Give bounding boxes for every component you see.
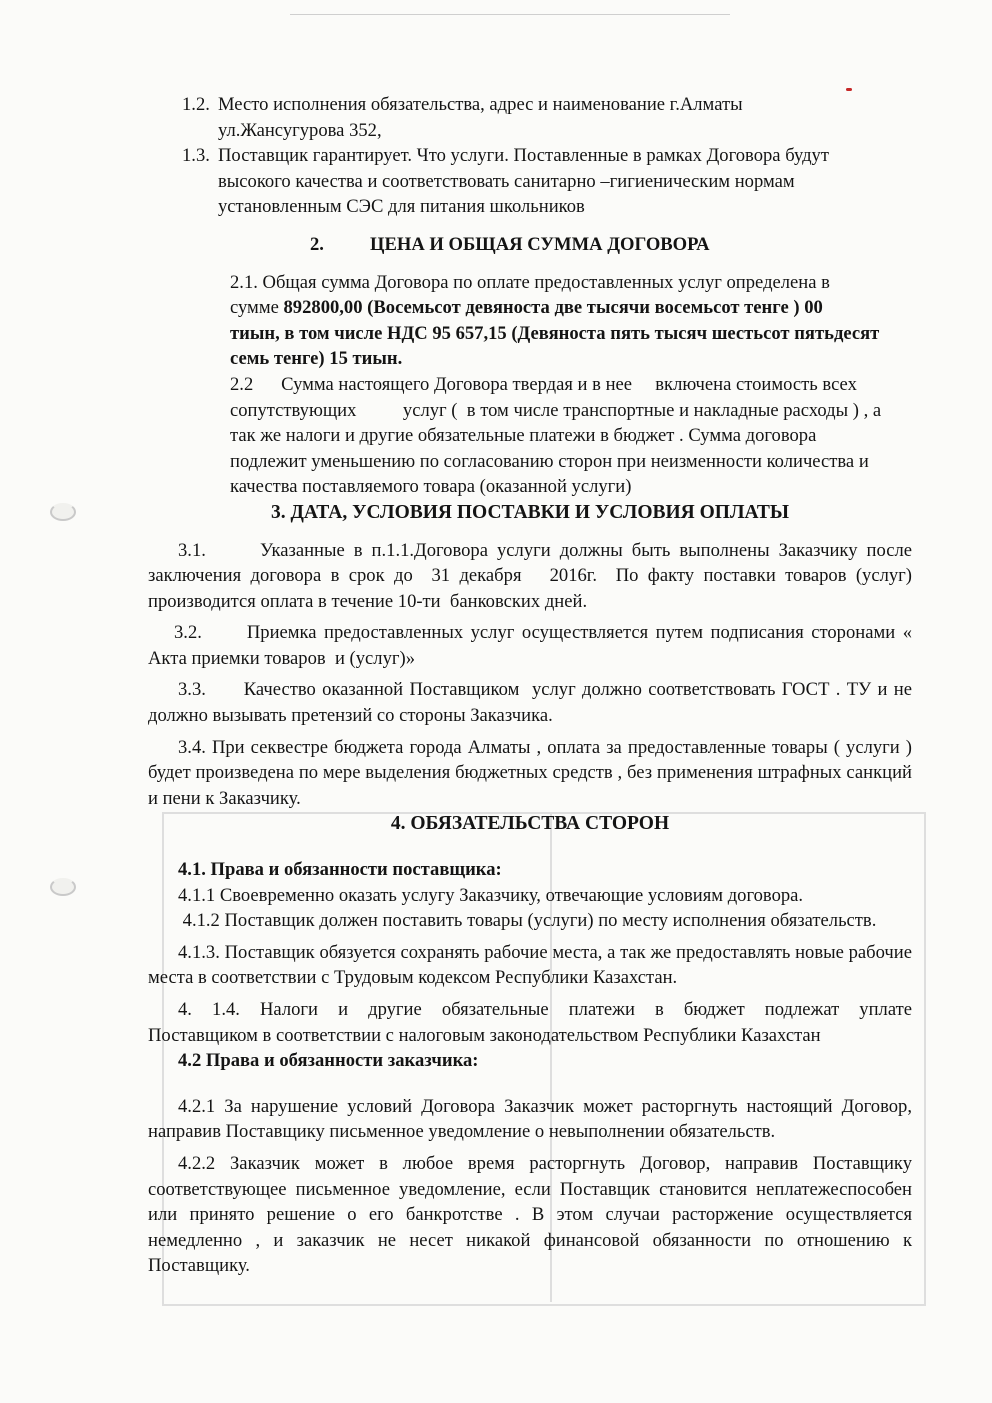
- clause-4-1-4: 4. 1.4. Налоги и другие обязательные платежи в бюджет подлежат уплате Поставщиком в соответствии с налоговым законодательством Республики Казахстан: [148, 999, 917, 1046]
- scan-top-line: [290, 14, 730, 15]
- contract-text: [148, 92, 917, 1279]
- punch-hole-top: [50, 503, 76, 521]
- section-3-heading: 3. ДАТА, УСЛОВИЯ ПОСТАВКИ И УСЛОВИЯ ОПЛАТЫ: [270, 501, 790, 523]
- clause-1-3-line-3: установленным СЭС для питания школьников: [218, 196, 585, 218]
- section-2-heading: 2. ЦЕНА И ОБЩАЯ СУММА ДОГОВОРА: [310, 233, 710, 255]
- clause-1-2-line-1: Место исполнения обязательства, адрес и наименование г.Алматы: [218, 94, 743, 115]
- clause-1-3-line-2: высокого качества и соответствовать санитарно –гигиеническим нормам: [218, 170, 795, 192]
- clause-3-4: 3.4. При секвестре бюджета города Алматы , оплата за предоставленные товары ( услуги ) будет произведена по мере выделения бюджетных средств , без применения штрафных санкций и пени к Заказчику.: [148, 736, 912, 809]
- clause-3-3: 3.3. Качество оказанной Поставщиком услуг должно соответствовать ГОСТ . ТУ и не должно вызывать претензий со стороны Заказчика.: [148, 679, 917, 727]
- clause-3-2: 3.2. Приемка предоставленных услуг осуществляется путем подписания сторонами « Акта приемки товаров и (услуг)»: [148, 622, 917, 669]
- clause-4-1-1: 4.1.1 Своевременно оказать услугу Заказчику, отвечающие условиям договора.: [178, 884, 804, 906]
- clause-4-2-heading: 4.2 Права и обязанности заказчика:: [178, 1050, 479, 1072]
- clause-4-2-2: 4.2.2 Заказчик может в любое время расторгнуть Договор, направив Поставщику соответствующее письменное уведомление, если Поставщик становится неплатежеспособен или принято решение о его банкротстве . В этом случаи расторжение осуществляется немедленно , и заказчик не несет никакой финансовой обязанности по отношению к Поставщику.: [148, 1152, 912, 1277]
- clause-4-1-3: 4.1.3. Поставщик обязуется сохранять рабочие места, а так же предоставлять новые рабочие места в соответствии с Трудовым кодексом Республики Казахстан.: [148, 941, 912, 989]
- clause-1-2: 1.2. Место исполнения обязательства, адрес и наименование г.Алматы ул.Жансугурова 352,: [148, 92, 912, 143]
- clause-1-3-line-1: Поставщик гарантирует. Что услуги. Поставленные в рамках Договора будут: [218, 145, 829, 167]
- clause-2-2: 2.2 Сумма настоящего Договора твердая и в нее включена стоимость всех сопутствующих услуг ( в том числе транспортные и накладные расходы ) , а так же налоги и другие обязательные платежи в бюджет . Сумма договора подлежит уменьшению по согласованию сторон при неизменности количества и качества поставляемого товара (оказанной услуги): [230, 373, 882, 498]
- clause-3-1: 3.1. Указанные в п.1.1.Договора услуги должны быть выполнены Заказчику после заключения договора в срок до 31 декабря 2016г. По факту поставки товаров (услуг) производится оплата в течение 10-ти банковских дней.: [148, 539, 917, 612]
- section-4-heading: 4. ОБЯЗАТЕЛЬСТВА СТОРОН: [390, 813, 670, 835]
- punch-hole-bottom: [50, 878, 76, 896]
- clause-4-2-1: 4.2.1 За нарушение условий Договора Заказчик может расторгнуть настоящий Договор, направив Поставщику письменное уведомление о невыполнении обязательств.: [148, 1095, 912, 1143]
- clause-4-1-2: 4.1.2 Поставщик должен поставить товары (услуги) по месту исполнения обязательств.: [178, 910, 877, 932]
- red-ink-mark: [846, 88, 852, 91]
- clause-1-3: 1.3. Поставщик гарантирует. Что услуги. Поставленные в рамках Договора будут высокого качества и соответствовать санитарно –гигиеническим нормам установленным СЭС для питания школьников: [148, 143, 912, 220]
- clause-2-1: 2.1. Общая сумма Договора по оплате предоставленных услуг определена в сумме 892800,00 (Восемьсот девяноста две тысячи восемьсот тенге ) 00 тиын, в том числе НДС 95 657,15 (Девяноста пять тысяч шестьсот пятьдесят семь тенге) 15 тиын.: [230, 271, 880, 370]
- clause-1-2-line-2: ул.Жансугурова 352,: [218, 119, 382, 141]
- clause-4-1-heading: 4.1. Права и обязанности поставщика:: [178, 859, 502, 881]
